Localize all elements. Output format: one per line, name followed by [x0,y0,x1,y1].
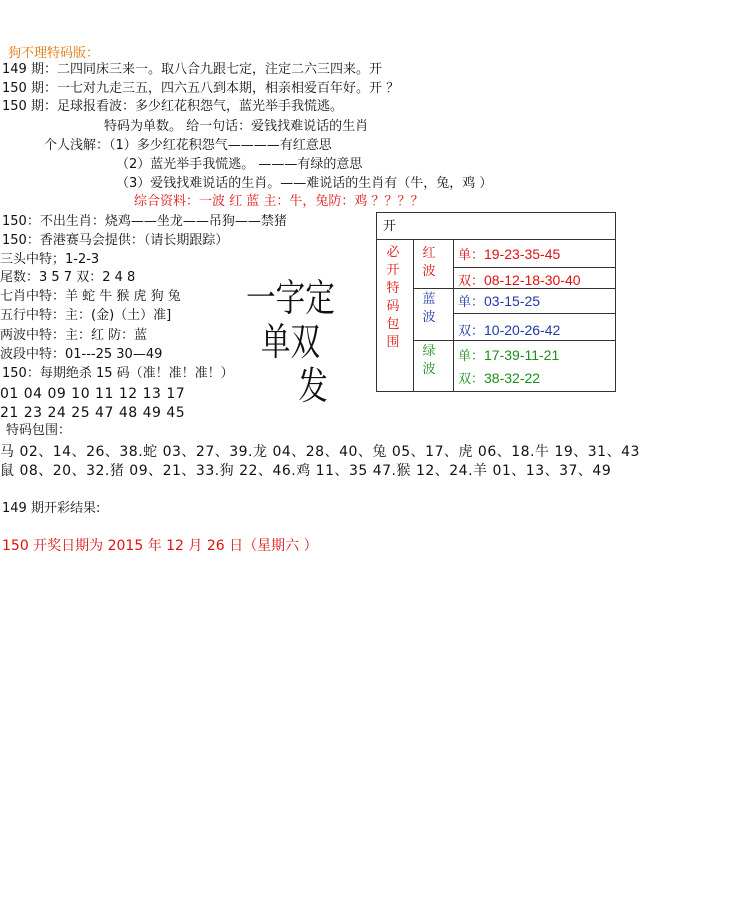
green-single-row: 单：17-39-11-21 [458,347,560,364]
summary-line: 综合资料：一波 红 蓝 主：牛，兔防：鸡 ？？？？ [134,194,424,209]
table-side-label: 必 开 特 码 包 围 [386,245,400,350]
band-line: 波段中特：01---25 30—49 [0,347,163,362]
draw-date-line: 150 开奖日期为 2015 年 12 月 26 日（星期六 ） [2,538,318,554]
explain-line-3: （3）爱钱找难说话的生肖。——难说话的生肖有（牛，兔，鸡 ） [116,176,493,191]
blue-double-row: 双：10-20-26-42 [458,322,561,339]
kill-numbers-1: 01 04 09 10 11 12 13 17 [0,386,186,402]
red-double-row: 双：08-12-18-30-40 [458,272,581,289]
kill-15-line: 150：每期绝杀 15 码（准！准！准！） [2,366,234,381]
green-double-row: 双：38-32-22 [458,370,541,387]
line-149: 149 期：二四同床三来一。取八合九跟七定，注定二六三四来。开 [2,62,382,77]
three-head-line: 三头中特；1-2-3 [0,252,100,267]
surround-line-1: 马 02、14、26、38.蛇 03、27、39.龙 04、28、40、兔 05、17、虎 06、18.牛 19、31、43 [0,444,640,460]
tail-line: 尾数：3 5 7 双：2 4 8 [0,270,136,285]
hk-jockey-line: 150：香港赛马会提供：（请长期跟踪） [2,233,229,248]
banner-big-text [232,276,349,408]
line-150a: 150 期：一七对九走三五，四六五八到本期，相亲相爱百年好。开 ？ [2,81,400,96]
result-149-label: 149 期开彩结果: [2,501,101,516]
surround-table [376,212,616,392]
explain-line-1: 个人浅解：（1）多少红花积怨气————有红意思 [44,138,332,153]
two-wave-line: 两波中特：主：红 防：蓝 [0,328,148,343]
blue-wave-label: 蓝 波 [422,292,436,325]
green-wave-label: 绿 波 [422,344,436,377]
seven-zodiac-line: 七肖中特：羊 蛇 牛 猴 虎 狗 兔 [0,289,181,304]
red-wave-label: 红 波 [422,246,436,279]
blue-single-row: 单：03-15-25 [458,293,541,310]
banner-line-2: 发 [298,364,328,408]
no-zodiac-line: 150：不出生肖：烧鸡——坐龙——吊狗——禁猪 [2,214,287,229]
sub-line-1: 特码为单数。 给一句话：爱钱找难说话的生肖 [104,119,369,134]
line-150b: 150 期：足球报看波：多少红花积怨气，蓝光举手我慌逃。 [2,99,343,114]
five-element-line: 五行中特：主：(金)（土）准] [0,308,172,323]
kill-numbers-2: 21 23 24 25 47 48 49 45 [0,405,186,421]
surround-label: 特码包围： [6,423,72,438]
red-single-row: 单：19-23-35-45 [458,246,561,263]
table-header: 开 [377,213,615,240]
explain-line-2: （2）蓝光举手我慌逃。 ———有绿的意思 [116,157,363,172]
banner-line-1: 一字定单双 [246,276,335,364]
page-title: 狗不理特码版： [8,46,100,61]
surround-line-2: 鼠 08、20、32.猪 09、21、33.狗 22、46.鸡 11、35 47.猴 12、24.羊 01、13、37、49 [0,463,612,479]
